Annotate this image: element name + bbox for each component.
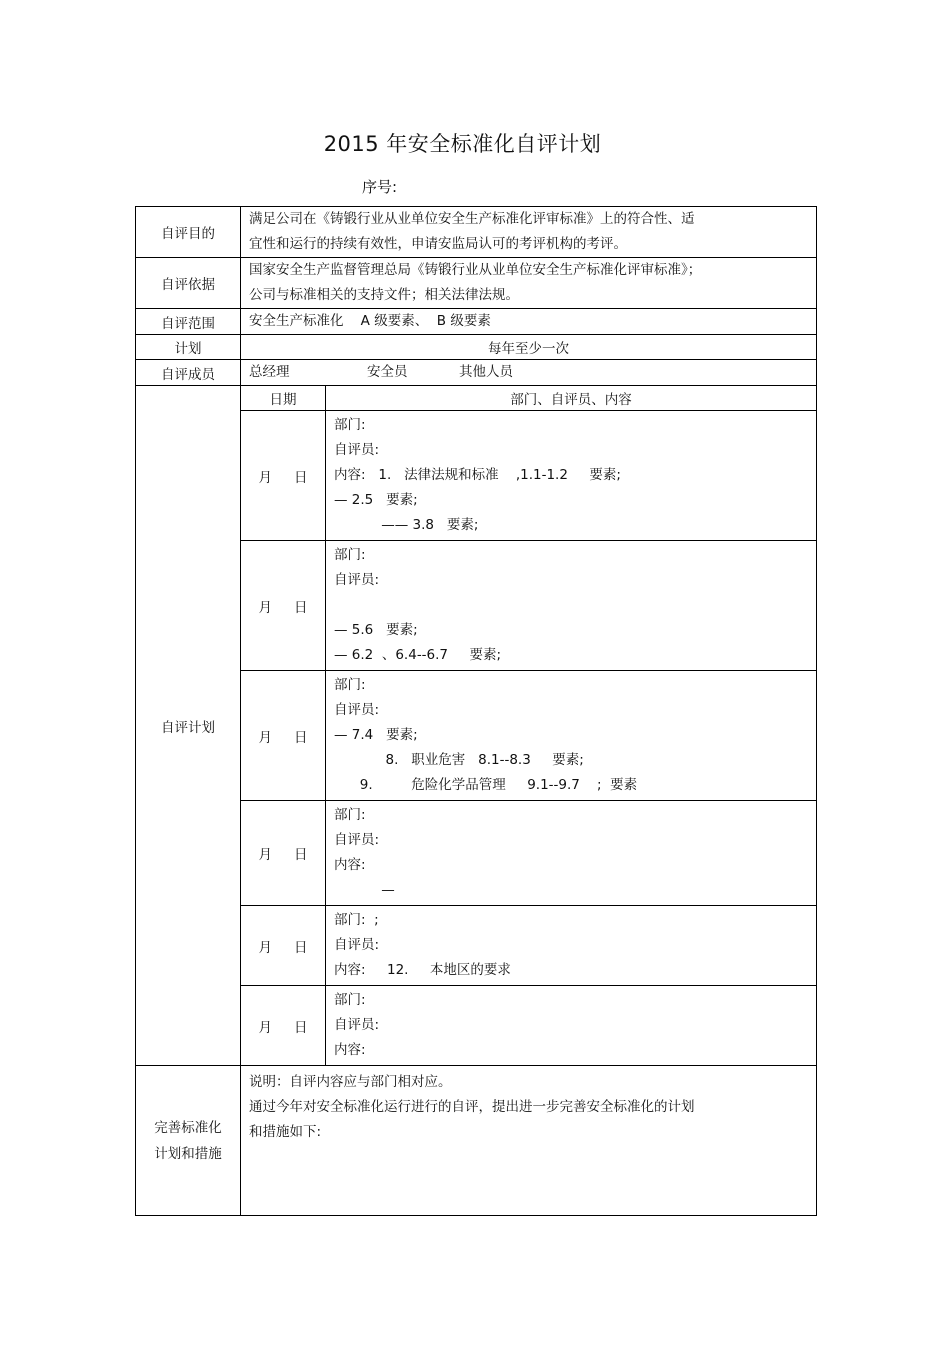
schedule-header-row (136, 386, 817, 411)
row-members (136, 360, 817, 386)
content-line: — 6.2 、6.4--6.7 要素; (334, 647, 502, 663)
improve-line: 和措施如下: (249, 1124, 322, 1140)
content-line: — (334, 882, 395, 898)
plan-label: 计划 (136, 335, 241, 360)
content-line: 自评员: (334, 832, 380, 848)
schedule-label: 自评计划 (136, 386, 241, 1066)
month-label: 月 (258, 939, 272, 956)
content-line: 内容: 1. 法律法规和标准 ,1.1-1.2 要素; (334, 467, 621, 483)
date-cell (241, 541, 326, 671)
date-cell (241, 801, 326, 906)
improve-label-line: 完善标准化 (154, 1119, 222, 1136)
purpose-line: 满足公司在《铸锻行业从业单位安全生产标准化评审标准》上的符合性、适 (249, 211, 695, 227)
plan-text: 每年至少一次 (241, 335, 817, 360)
content-line: — 5.6 要素; (334, 622, 418, 638)
month-label: 月 (258, 469, 272, 486)
basis-label: 自评依据 (136, 258, 241, 309)
content-cell (326, 986, 817, 1066)
members-list (241, 360, 817, 386)
content-line: 内容: 12. 本地区的要求 (334, 962, 511, 978)
content-line: 9. 危险化学品管理 9.1--9.7 ; 要素 (334, 777, 638, 793)
content-line: 自评员: (334, 702, 380, 718)
improve-line: 说明：自评内容应与部门相对应。 (249, 1074, 452, 1090)
content-line: 部门: (334, 807, 366, 823)
basis-line: 公司与标准相关的支持文件；相关法律法规。 (249, 287, 519, 303)
members-label: 自评成员 (136, 360, 241, 386)
basis-line: 国家安全生产监督管理总局《铸锻行业从业单位安全生产标准化评审标准》； (249, 262, 702, 278)
row-purpose (136, 207, 817, 258)
purpose-text (241, 207, 817, 258)
month-label: 月 (258, 599, 272, 616)
content-line: 自评员: (334, 572, 380, 588)
improve-text (241, 1066, 817, 1216)
date-cell (241, 906, 326, 986)
content-line: 自评员: (334, 442, 380, 458)
purpose-label: 自评目的 (136, 207, 241, 258)
content-line: — 2.5 要素; (334, 492, 418, 508)
content-line (334, 593, 810, 618)
content-line: —— 3.8 要素; (334, 517, 479, 533)
scope-text: 安全生产标准化 A 级要素、 B 级要素 (241, 309, 817, 335)
content-line: 自评员: (334, 937, 380, 953)
page-title: 2015 年安全标准化自评计划 (323, 132, 602, 156)
content-line: 部门: ; (334, 912, 379, 928)
content-header: 部门、自评员、内容 (326, 386, 817, 411)
improve-label-line: 计划和措施 (154, 1145, 222, 1162)
purpose-line: 宜性和运行的持续有效性，申请安监局认可的考评机构的考评。 (249, 236, 627, 252)
content-line: 部门: (334, 992, 366, 1008)
day-label: 日 (294, 729, 308, 746)
month-label: 月 (258, 729, 272, 746)
day-label: 日 (294, 1019, 308, 1036)
date-cell (241, 986, 326, 1066)
day-label: 日 (294, 939, 308, 956)
row-improve (136, 1066, 817, 1216)
member-item: 安全员 (367, 364, 408, 380)
content-line: 内容: (334, 857, 366, 873)
date-cell (241, 671, 326, 801)
basis-text (241, 258, 817, 309)
content-cell (326, 411, 817, 541)
content-cell (326, 541, 817, 671)
row-plan (136, 335, 817, 360)
content-line: — 7.4 要素; (334, 727, 418, 743)
day-label: 日 (294, 847, 308, 863)
scope-label: 自评范围 (136, 309, 241, 335)
content-line: 部门: (334, 547, 366, 563)
content-cell (326, 671, 817, 801)
member-item: 其他人员 (459, 364, 513, 380)
improve-label (136, 1066, 241, 1216)
day-label: 日 (294, 469, 308, 486)
day-label: 日 (294, 599, 308, 616)
improve-line: 通过今年对安全标准化运行进行的自评，提出进一步完善安全标准化的计划 (249, 1099, 695, 1115)
self-evaluation-form (135, 206, 817, 1216)
serial-label: 序号: (362, 178, 398, 196)
content-line: 部门: (334, 677, 366, 693)
date-header: 日期 (241, 386, 326, 411)
content-cell (326, 801, 817, 906)
content-line: 自评员: (334, 1017, 380, 1033)
content-cell (326, 906, 817, 986)
content-line: 内容: (334, 1042, 366, 1058)
month-label: 月 (258, 847, 272, 863)
content-line: 8. 职业危害 8.1--8.3 要素; (334, 752, 584, 768)
row-basis (136, 258, 817, 309)
content-line: 部门: (334, 417, 366, 433)
member-item: 总经理 (249, 364, 290, 380)
row-scope (136, 309, 817, 335)
month-label: 月 (258, 1019, 272, 1036)
date-cell (241, 411, 326, 541)
